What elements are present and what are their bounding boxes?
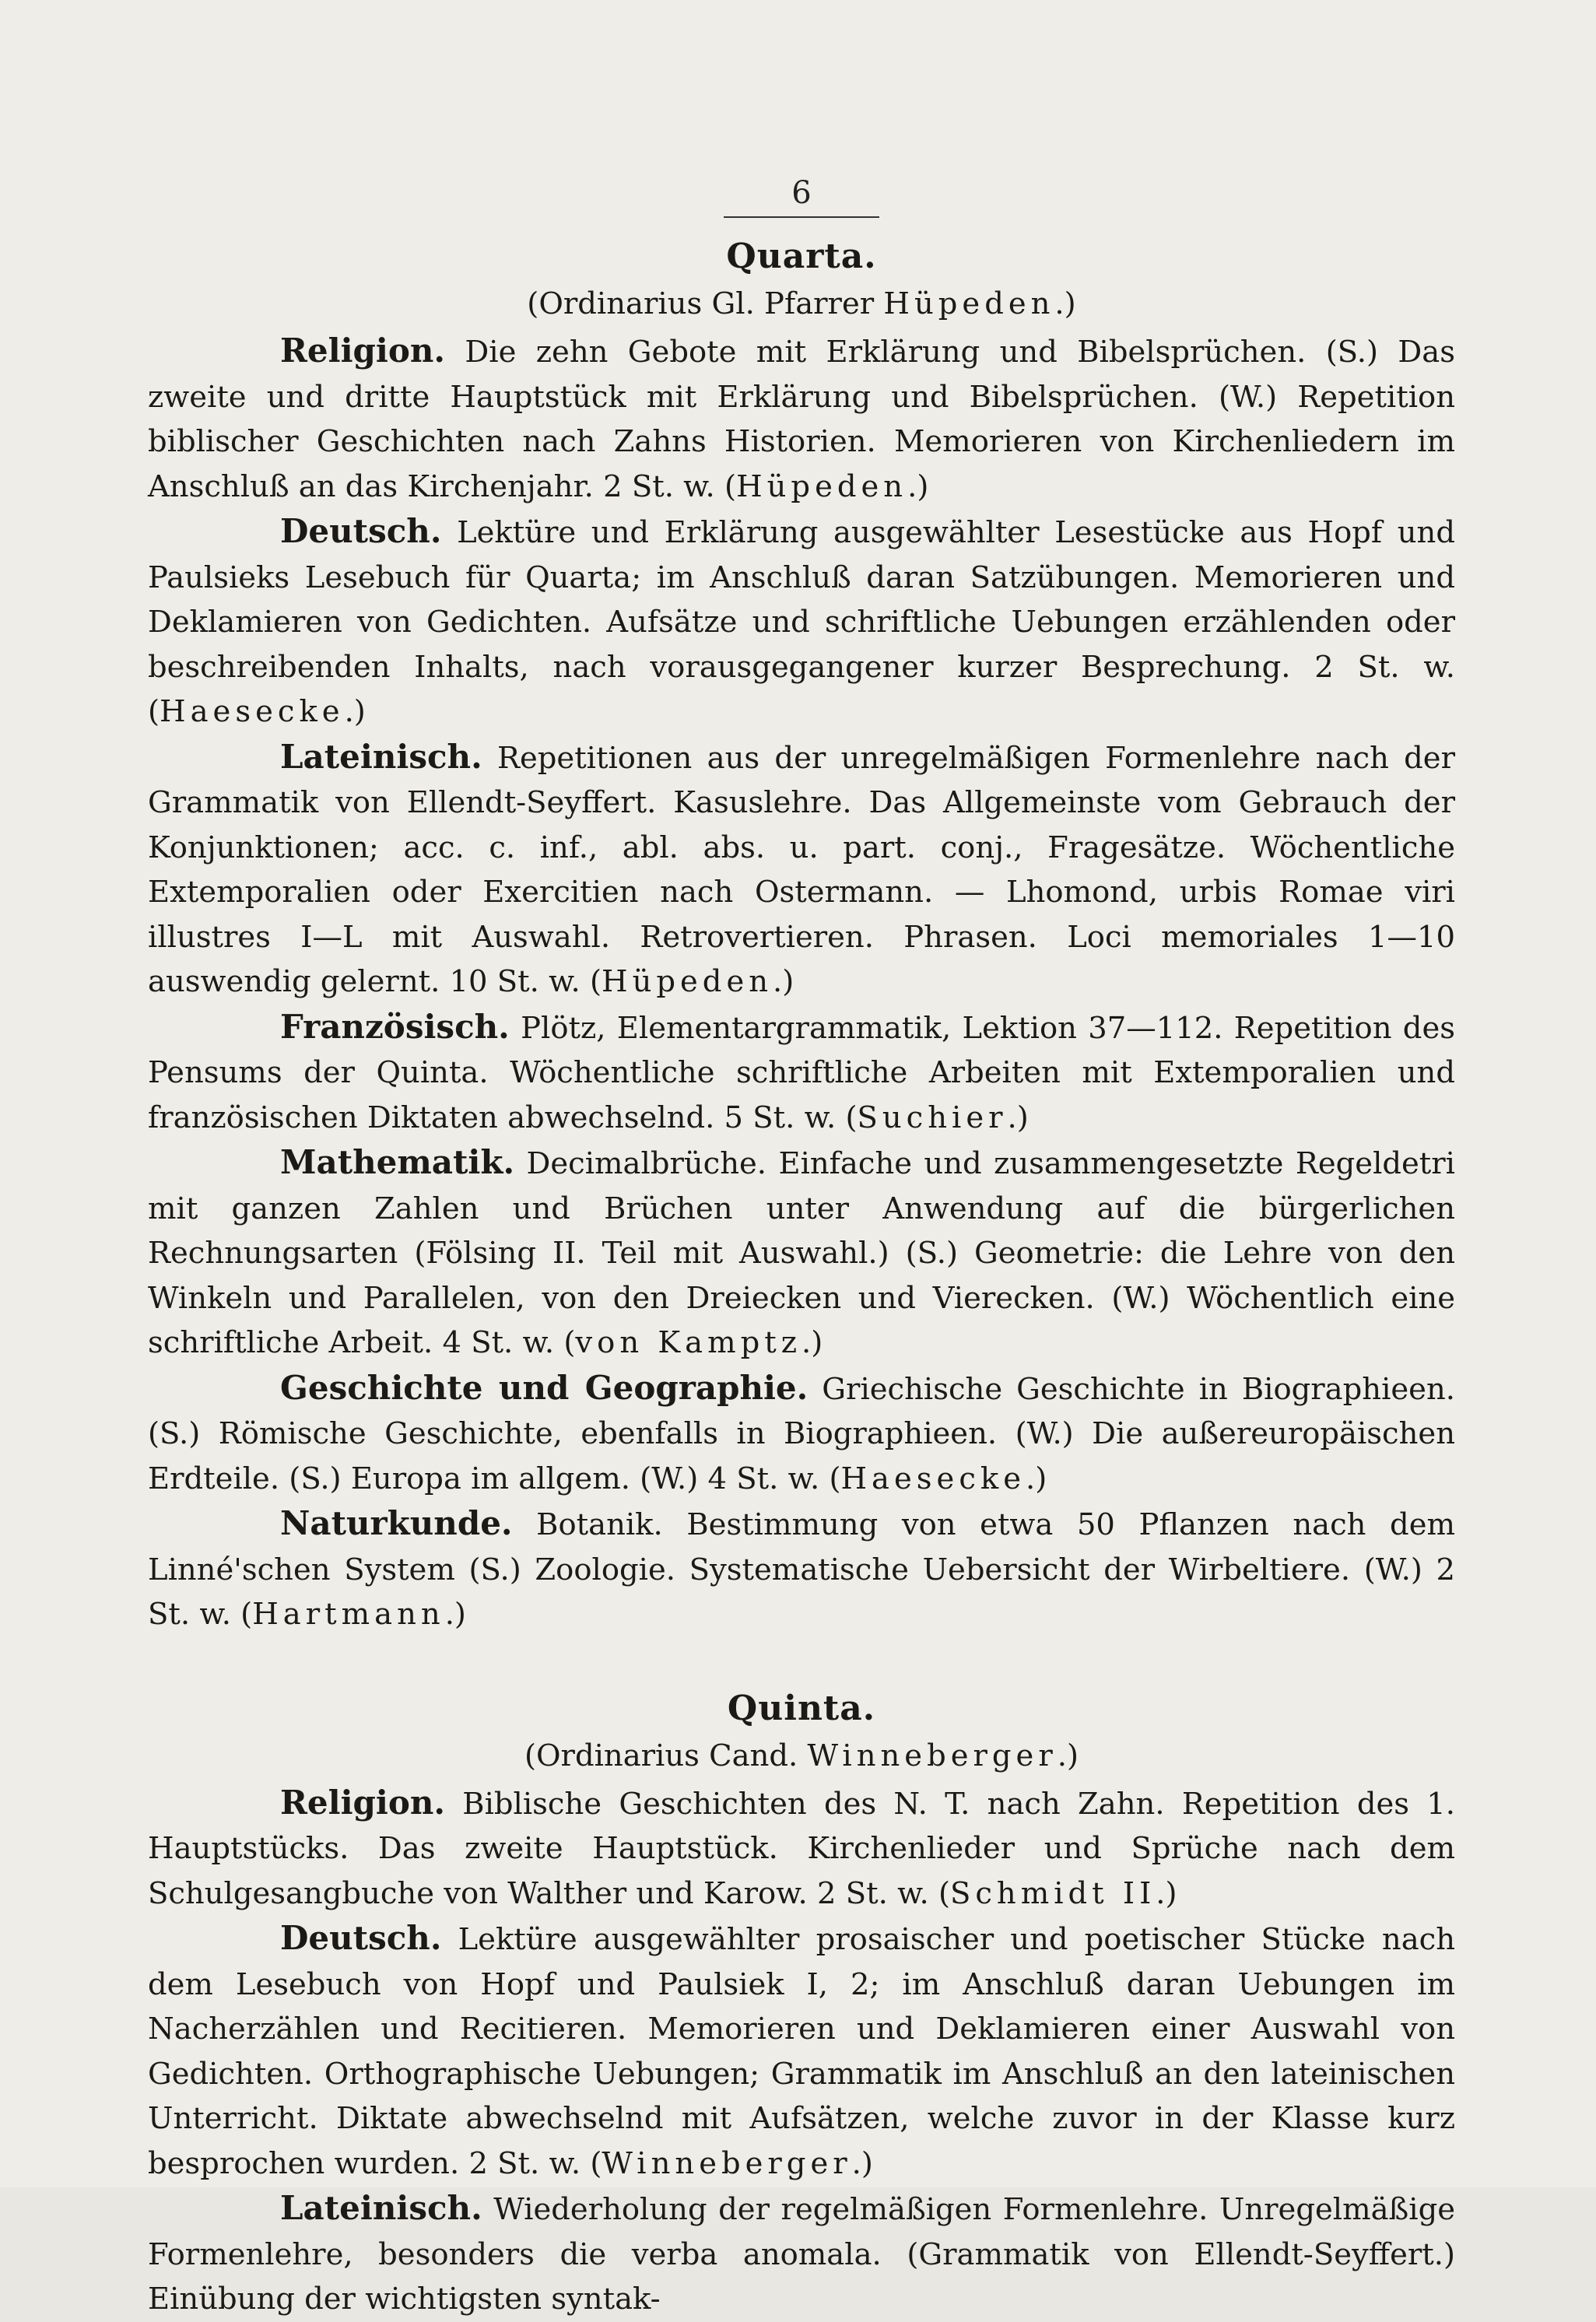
subject-end: .) xyxy=(802,1325,823,1360)
subject-end: .) xyxy=(344,694,366,729)
subject-text: Biblische Geschichten des N. T. nach Zahn. Repetition des 1. Hauptstücks. Das zweite Hauptstück. Kirchenlieder und Sprüche nach dem Schulgesangbuche von Walther und Karow. 2 St. w. ( xyxy=(148,1786,1455,1911)
ordinarius-name: Hüpeden xyxy=(883,286,1055,321)
subject-paragraph xyxy=(148,509,1455,735)
section-title-quinta: Quinta. xyxy=(727,1688,876,1728)
subject-text: Griechische Geschichte in Biographieen. (S.) Römische Geschichte, ebenfalls in Biographieen. (W.) Die außereuropäischen Erdteile. (S.) Europa im allgem. (W.) 4 St. w. ( xyxy=(148,1371,1455,1496)
subject-text: Repetitionen aus der unregelmäßigen Formenlehre nach der Grammatik von Ellendt-Seyffert. Kasuslehre. Das Allgemeinste vom Gebrauch der Konjunktionen; acc. c. inf., abl. abs. u. part. conj., Fragesätze. Wöchentliche Extemporalien oder Exercitien nach Ostermann. — Lhomond, urbis Romae viri illustres I—L mit Auswahl. Retrovertieren. Phrasen. Loci memoriales 1—10 auswendig gelernt. 10 St. w. ( xyxy=(148,740,1455,999)
ordinarius-suffix: .) xyxy=(1054,286,1076,321)
subject-heading: Lateinisch. xyxy=(280,737,482,776)
subject-end: .) xyxy=(851,2145,873,2181)
subject-heading: Religion. xyxy=(280,1783,446,1822)
subject-text: Die zehn Gebote mit Erklärung und Bibelsprüchen. (S.) Das zweite und dritte Hauptstück mit Erklärung und Bibelsprüchen. (W.) Repetition biblischer Geschichten nach Zahns Historien. Memorieren von Kirchenliedern im Anschluß an das Kirchenjahr. 2 St. w. ( xyxy=(148,335,1455,504)
subject-text: Botanik. Bestimmung von etwa 50 Pflanzen nach dem Linné'schen System (S.) Zoologie. Systematische Uebersicht der Wirbeltiere. (W.) 2 St. w. ( xyxy=(148,1507,1455,1632)
subject-heading: Deutsch. xyxy=(280,1919,442,1957)
subject-end: .) xyxy=(1156,1875,1177,1911)
subject-text: Lektüre und Erklärung ausgewählter Lesestücke aus Hopf und Paulsieks Lesebuch für Quarta; im Anschluß daran Satzübungen. Memorieren und Deklamieren von Gedichten. Aufsätze und schriftliche Uebungen erzählenden oder beschreibenden Inhalts, nach vorausgegangener kurzer Besprechung. 2 St. w. ( xyxy=(148,515,1455,729)
subject-paragraph xyxy=(148,2186,1455,2322)
subject-text: Plötz, Elementargrammatik, Lektion 37—112. Repetition des Pensums der Quinta. Wöchentliche schriftliche Arbeiten mit Extemporalien und französischen Diktaten abwechselnd. 5 St. w. ( xyxy=(148,1010,1455,1135)
teacher-name: Haesecke xyxy=(840,1461,1026,1496)
subject-end: .) xyxy=(907,468,929,504)
subject-text: Lektüre ausgewählter prosaischer und poetischer Stücke nach dem Lesebuch von Hopf und Paulsiek I, 2; im Anschluß daran Uebungen im Nacherzählen und Recitieren. Memorieren und Deklamieren einer Auswahl von Gedichten. Orthographische Uebungen; Grammatik im Anschluß an den lateinischen Unterricht. Diktate abwechselnd mit Aufsätzen, welche zuvor in der Klasse kurz besprochen wurden. 2 St. w. ( xyxy=(148,1922,1455,2181)
subject-heading: Lateinisch. xyxy=(280,2189,482,2227)
section-gap xyxy=(148,1637,1455,1685)
subject-heading: Religion. xyxy=(280,331,446,370)
subject-heading: Mathematik. xyxy=(280,1143,515,1181)
subject-end: .) xyxy=(444,1597,466,1632)
subject-heading: Geschichte und Geographie. xyxy=(280,1368,809,1407)
teacher-name: Suchier xyxy=(857,1100,1008,1135)
subject-heading: Deutsch. xyxy=(280,512,442,550)
subject-heading: Französisch. xyxy=(280,1007,510,1046)
ordinarius-quinta xyxy=(148,1732,1455,1780)
page-number-rule xyxy=(724,216,879,218)
ordinarius-suffix: .) xyxy=(1057,1738,1079,1773)
body-text xyxy=(148,233,1455,2322)
subject-heading: Naturkunde. xyxy=(280,1504,513,1542)
subject-paragraph xyxy=(148,328,1455,509)
teacher-name: Hartmann xyxy=(252,1597,445,1632)
subject-end: .) xyxy=(773,964,794,999)
teacher-name: Schmidt II xyxy=(949,1875,1156,1911)
ordinarius-prefix: (Ordinarius Gl. Pfarrer xyxy=(527,286,884,321)
teacher-name: Winneberger xyxy=(602,2145,852,2181)
subject-text: Decimalbrüche. Einfache und zusammengesetzte Regeldetri mit ganzen Zahlen und Brüchen unter Anwendung auf die bürgerlichen Rechnungsarten (Fölsing II. Teil mit Auswahl.) (S.) Geometrie: die Lehre von den Winkeln und Parallelen, von den Dreiecken und Vierecken. (W.) Wöchentlich eine schriftliche Arbeit. 4 St. w. ( xyxy=(148,1146,1455,1360)
ordinarius-prefix: (Ordinarius Cand. xyxy=(524,1738,808,1773)
subject-end: .) xyxy=(1007,1100,1029,1135)
subject-paragraph xyxy=(148,735,1455,1005)
subject-paragraph xyxy=(148,1501,1455,1637)
teacher-name: von Kamptz xyxy=(575,1325,802,1360)
section-title-quarta: Quarta. xyxy=(726,237,877,276)
teacher-name: Haesecke xyxy=(160,694,345,729)
teacher-name: Hüpeden xyxy=(736,468,908,504)
page-number: 6 xyxy=(791,175,812,211)
subject-paragraph xyxy=(148,1366,1455,1502)
ordinarius-quarta xyxy=(148,280,1455,328)
subject-end: .) xyxy=(1026,1461,1047,1496)
subject-paragraph xyxy=(148,1005,1455,1141)
subject-paragraph xyxy=(148,1780,1455,1917)
subject-text: Wiederholung der regelmäßigen Formenlehre. Unregelmäßige Formenlehre, besonders die verba anomala. (Grammatik von Ellendt-Seyffert.) Einübung der wichtigsten syntak- xyxy=(148,2192,1455,2317)
teacher-name: Hüpeden xyxy=(602,964,773,999)
ordinarius-name: Winneberger xyxy=(807,1738,1058,1773)
subject-paragraph xyxy=(148,1916,1455,2186)
subject-paragraph xyxy=(148,1140,1455,1366)
